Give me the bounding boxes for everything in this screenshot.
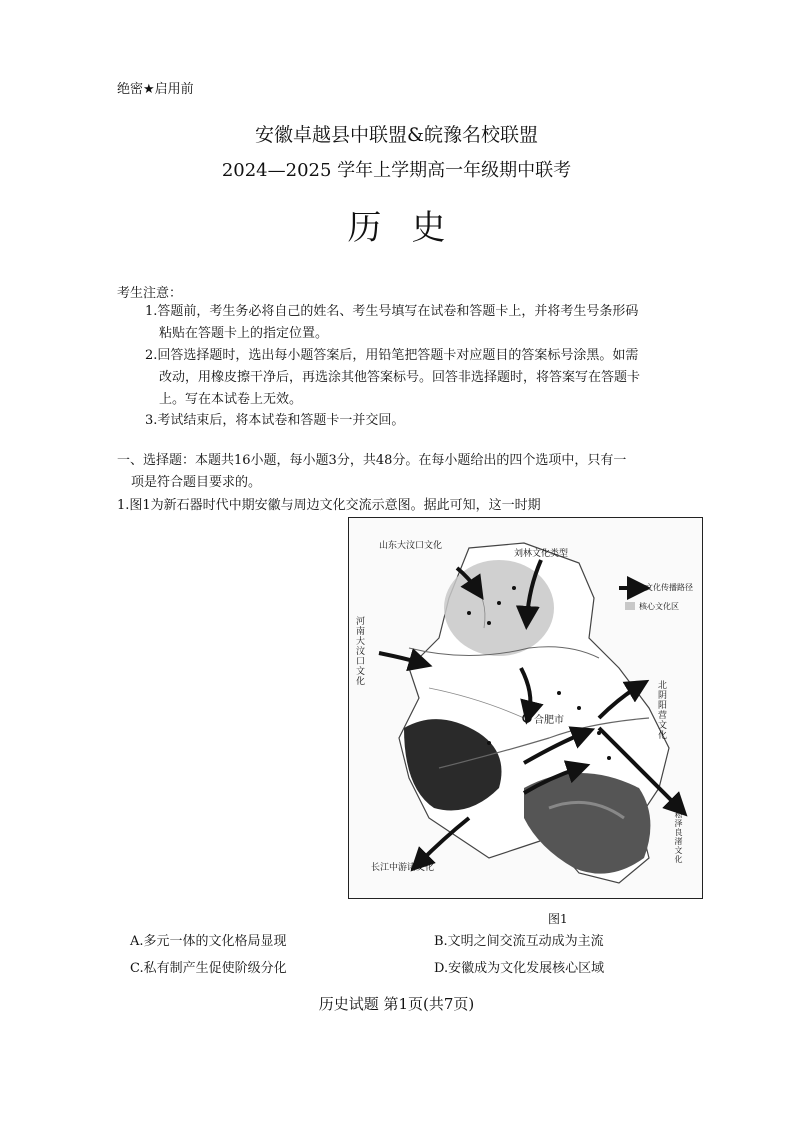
notice-item-1-line1: 1.答题前，考生务必将自己的姓名、考生号填写在试卷和答题卡上，并将考生号条形码	[145, 304, 639, 319]
section-instruction-line1: 一、选择题：本题共16小题，每小题3分，共48分。在每小题给出的四个选项中，只有一	[117, 453, 627, 468]
label-hefei: 合肥市	[534, 715, 564, 726]
notice-item-1	[145, 301, 715, 345]
route-henan	[379, 653, 421, 663]
notice-item-1-line2: 粘贴在答题卡上的指定位置。	[159, 326, 329, 341]
notice-heading: 考生注意：	[117, 286, 183, 301]
legend-route-label: 文化传播路径	[645, 583, 693, 592]
southern-mountains	[524, 773, 650, 874]
exam-session-title: 2024—2025 学年上学期高一年级期中联考	[221, 160, 572, 181]
section-instruction	[117, 450, 717, 494]
figure-caption: 图1	[548, 912, 568, 926]
question-1-stem: 1.图1为新石器时代中期安徽与周边文化交流示意图。据此可知，这一时期	[117, 498, 541, 513]
label-henan-culture: 河南大汶口文化	[354, 616, 364, 686]
map-drawing	[349, 518, 701, 897]
notice-item-2-line2: 改动，用橡皮擦干净后，再选涂其他答案标号。回答非选择题时，将答案写在答题卡	[159, 370, 641, 385]
label-songze-culture: 崧泽良渚文化	[674, 810, 683, 864]
culture-exchange-map	[348, 517, 703, 899]
notice-item-2-line1: 2.回答选择题时，选出每小题答案后，用铅笔把答题卡对应题目的答案标号涂黑。如需	[145, 348, 639, 363]
label-shandong-culture: 山东大汶口文化	[379, 541, 443, 551]
notice-item-3	[145, 410, 715, 432]
notice-item-2-line3: 上。写在本试卷上无效。	[159, 392, 303, 407]
notice-item-3-line1: 3.考试结束后，将本试卷和答题卡一并交回。	[145, 413, 405, 428]
notice-item-2	[145, 345, 715, 411]
legend-core-label: 核心文化区	[639, 602, 679, 611]
section-instruction-line2: 项是符合题目要求的。	[131, 475, 262, 490]
option-c: C.私有制产生促使阶级分化	[130, 961, 287, 976]
option-b: B.文明之间交流互动成为主流	[434, 934, 604, 949]
label-beiyin-culture: 北阴阳营文化	[656, 680, 666, 740]
confidential-label: 绝密★启用前	[117, 82, 194, 97]
option-d: D.安徽成为文化发展核心区域	[434, 961, 605, 976]
label-liulin-culture: 刘林文化类型	[514, 549, 569, 559]
page-footer: 历史试题 第1页(共7页)	[318, 995, 475, 1013]
label-changjiang-culture: 长江中游诸文化	[371, 863, 435, 873]
subject-title: 历史	[347, 208, 476, 248]
map-legend	[619, 588, 639, 610]
option-a: A.多元一体的文化格局显现	[130, 934, 287, 949]
exam-alliance-title: 安徽卓越县中联盟&皖豫名校联盟	[255, 124, 538, 146]
